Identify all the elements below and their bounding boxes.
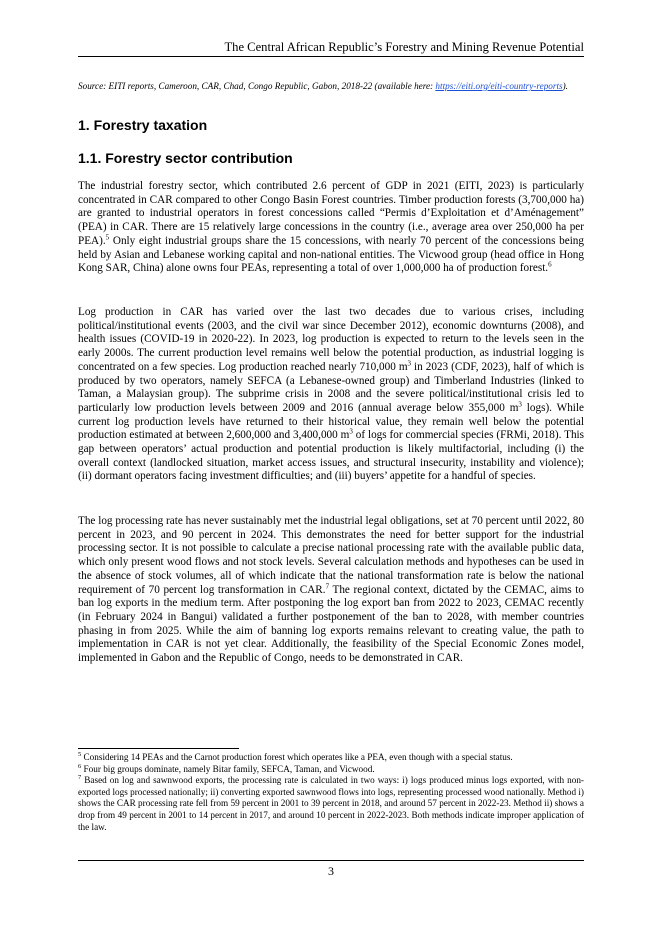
footnote-ref-6[interactable]: 6 bbox=[548, 260, 552, 269]
subsection-heading: 1.1. Forestry sector contribution bbox=[78, 150, 293, 166]
source-note bbox=[78, 80, 584, 92]
paragraph-processing-rate bbox=[78, 515, 584, 666]
paragraph-text: of logs for commercial species (FRMi, 2018). This gap between operators’ actual production and potential production is likely multifactorial, including (i) the overall context (landlocked situation, market access issues, and structural insecurity, instability and violence); (ii) dormant operators facing investment difficulties; and (iii) buyers’ appetite for a handful of species. bbox=[78, 429, 585, 483]
paragraph-log-production bbox=[78, 306, 584, 484]
paragraph-text: The regional context, dictated by the CEMAC, aims to ban log exports in the medium term. After postponing the log export ban from 2022 to 2023, CEMAC recently (in February 2024 in Bangui) validated a further postponement of the ban to 2028, with member countries phasing in from 2025. While the aim of banning log exports remains relevant to creating value, the path to implementation in CAR is not yet clear. Additionally, the feasibility of the Special Economic Zones model, implemented in Gabon and the Republic of Congo, needs to be demonstrated in CAR. bbox=[78, 583, 584, 665]
cubic-superscript: 3 bbox=[518, 400, 522, 409]
paragraph-text: logs). While current log production levels have returned to their historical value, they remain well below the potential production estimated at between 2,600,000 and 3,400,000 m bbox=[78, 401, 584, 442]
cubic-superscript: 3 bbox=[349, 427, 353, 436]
page-number: 3 bbox=[328, 864, 334, 878]
footer-rule bbox=[78, 860, 584, 861]
footnote-number: 7 bbox=[78, 774, 82, 782]
paragraph-text: The log processing rate has never sustainably met the industrial legal obligations, set at 70 percent until 2022, 80 percent in 2023, and 90 percent in 2024. This demonstrates the need for better support for the industrial processing sector. It is not possible to calculate a precise national processing rate with the available public data, which only present wood flows and not stock levels. Several calculation methods and hypotheses can be used in the absence of stock volumes, all of which indicate that the national transformation rate is below the national requirement of 70 percent log transformation in CAR. bbox=[78, 515, 584, 596]
footnote-text: Four big groups dominate, namely Bitar family, SEFCA, Taman, and Vicwood. bbox=[81, 763, 375, 774]
footnote-6 bbox=[78, 764, 584, 776]
paragraph-text: in 2023 (CDF, 2023), half of which is produced by two operators, namely SEFCA (a Lebanese-owned group) and Timberland Industries (linked to Taman, a Malaysian group). The subprime crisis in 2008 and the severe political/institutional crisis led to particularly low production levels between 2009 and 2016 (annual average below 355,000 m bbox=[78, 360, 584, 414]
footnote-ref-5[interactable]: 5 bbox=[105, 233, 110, 242]
footnote-text: Based on log and sawnwood exports, the processing rate is calculated in two ways: i) logs produced minus logs exported, with non-exported logs processed nationally; ii) converting exported sawnwood flows into logs, representing processed wood nationally. Method i) shows the CAR processing rate fell from 59 percent in 2001 to 39 percent in 2018, and around 57 percent in 2022-23. Method ii) shows a drop from 49 percent in 2001 to 14 percent in 2017, and around 10 percent in 2022-2023. Both methods indicate improper application of the law. bbox=[78, 775, 584, 832]
section-heading: 1. Forestry taxation bbox=[78, 117, 208, 133]
footnote-7 bbox=[78, 775, 584, 833]
cubic-superscript: 3 bbox=[407, 359, 412, 368]
page-header bbox=[78, 40, 584, 60]
footnotes bbox=[78, 752, 584, 833]
paragraph-industrial-sector bbox=[78, 180, 584, 276]
footnote-5 bbox=[78, 752, 584, 764]
footnote-text: Considering 14 PEAs and the Carnot production forest which operates like a PEA, even though with a special status. bbox=[81, 752, 513, 762]
footnote-number: 6 bbox=[78, 762, 82, 770]
source-text: Source: EITI reports, Cameroon, CAR, Chad, Congo Republic, Gabon, 2018-22 (available here: bbox=[78, 81, 436, 91]
paragraph-text: The industrial forestry sector, which contributed 2.6 percent of GDP in 2021 (EITI, 2023) is particularly concentrated in CAR compared to other Congo Basin Forest countries. Timber production forests (3,700,000 ha) are granted to industrial operators in forest concessions called “Permis d’Exploitation et d’Aménagement” (PEA) in CAR. There are 15 relatively large concessions in the country (i.e., average area over 250,000 ha per PEA). bbox=[78, 180, 584, 247]
paragraph-text: Log production in CAR has varied over the last two decades due to various crises, including political/institutional events (2003, and the civil war since December 2012), economic downturns (2008), and health issues (COVID-19 in 2020-22). In 2023, log production is expected to return to the levels seen in the early 2000s. The current production level remains well below the potential production, as industrial logging is concentrated on a few species. Log production reached nearly 710,000 m bbox=[78, 306, 584, 373]
footnote-ref-7[interactable]: 7 bbox=[325, 581, 330, 590]
source-close: ). bbox=[562, 81, 568, 91]
header-rule bbox=[78, 56, 584, 57]
eiti-link[interactable]: https://eiti.org/eiti-country-reports bbox=[435, 81, 563, 91]
running-title: The Central African Republic’s Forestry and Mining Revenue Potential bbox=[224, 40, 584, 54]
footnote-separator bbox=[78, 748, 239, 749]
footnote-number: 5 bbox=[78, 750, 82, 758]
paragraph-text: Only eight industrial groups share the 15 concessions, with nearly 70 percent of the concessions being held by Asian and Lebanese working capital and non-national entities. The Vicwood group (head office in Hong Kong SAR, China) alone owns four PEAs, representing a total of over 1,000,000 ha of production forest. bbox=[78, 234, 584, 275]
